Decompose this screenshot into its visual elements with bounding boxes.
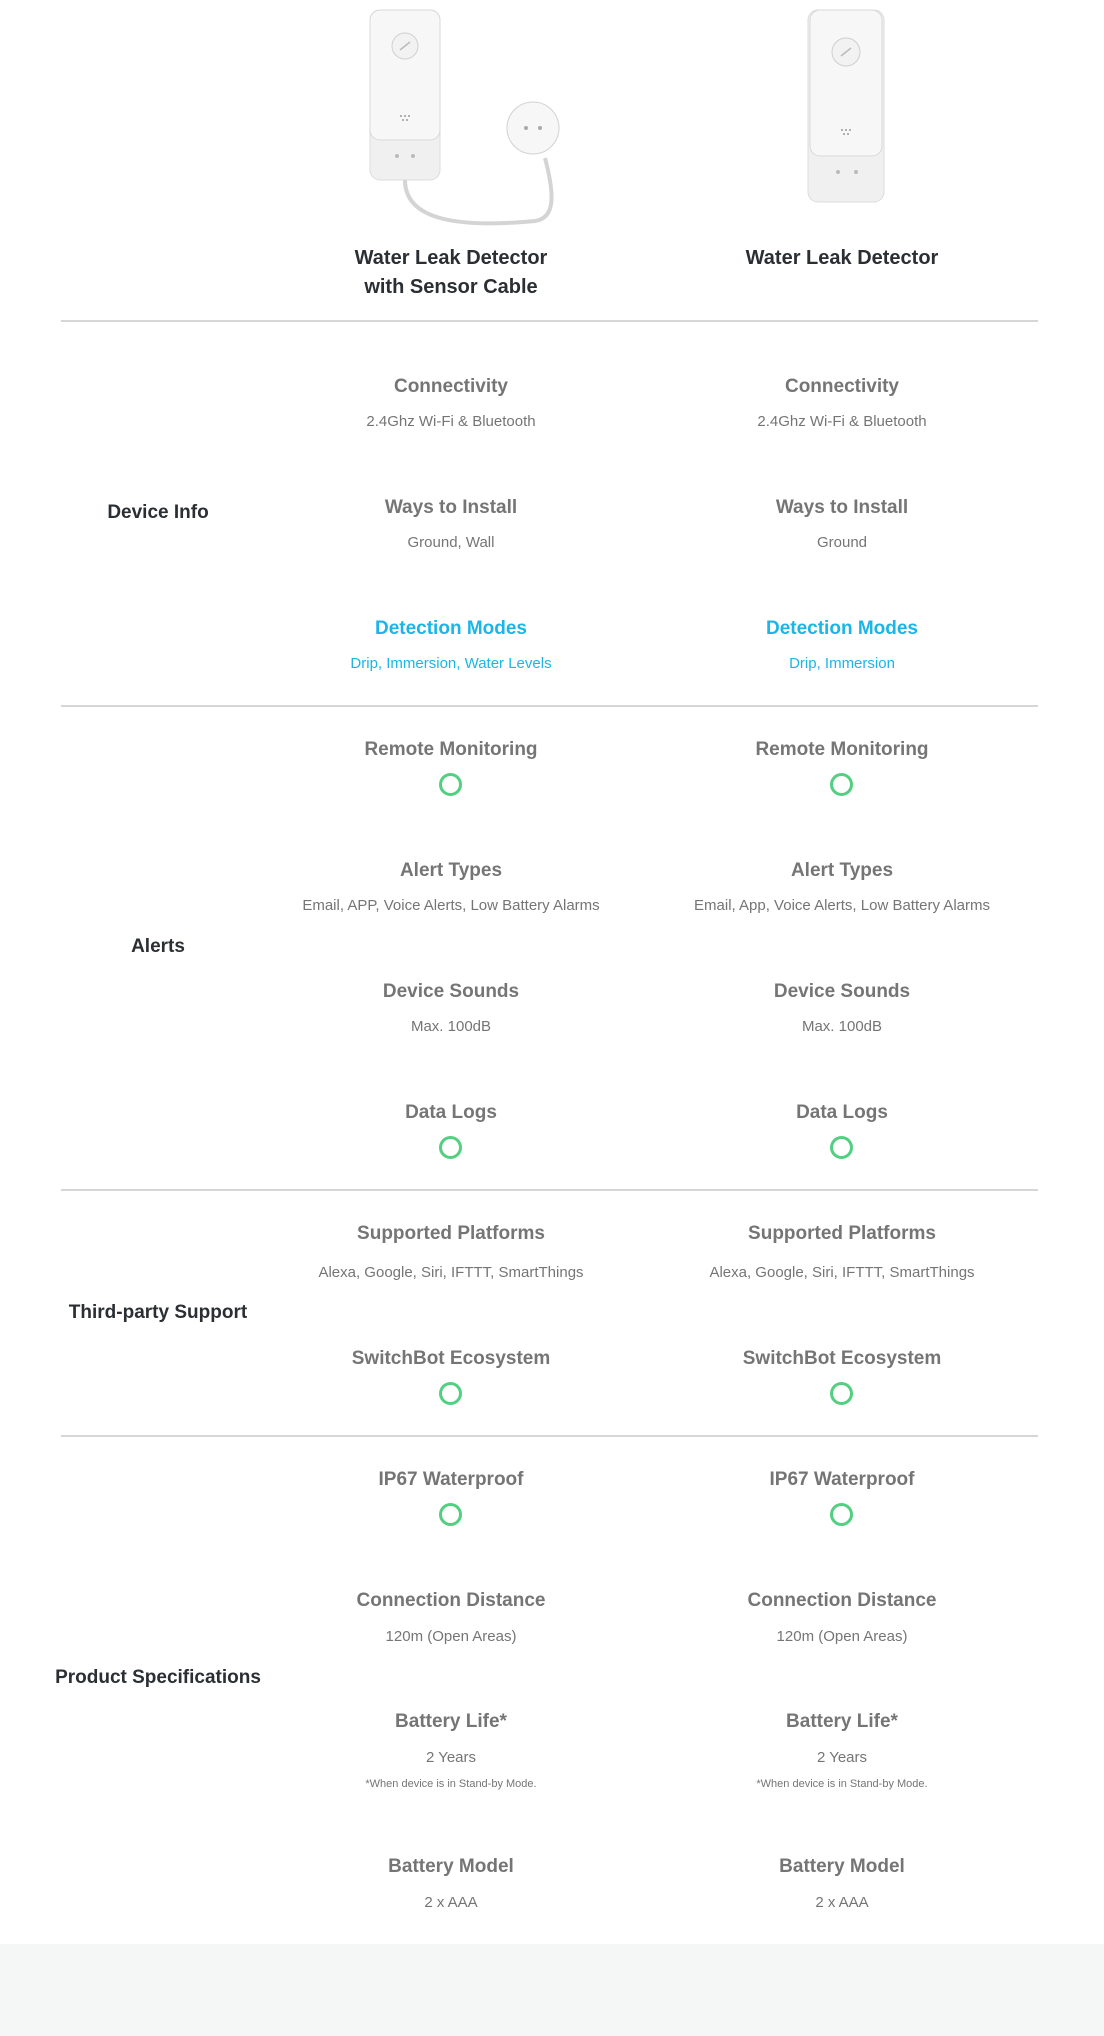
feature-value-connectivity: 2.4Ghz Wi-Fi & Bluetooth — [366, 413, 536, 430]
check-circle-icon — [439, 773, 463, 797]
feature-title-sounds: Device Sounds — [773, 981, 911, 1002]
feature-value-connectivity: 2.4Ghz Wi-Fi & Bluetooth — [757, 413, 927, 430]
section-divider — [61, 705, 1038, 707]
product-name-line: with Sensor Cable — [364, 276, 538, 298]
feature-title-platforms: Supported Platforms — [357, 1223, 545, 1244]
product-name-line: Water Leak Detector — [745, 247, 939, 269]
feature-title-battery-life: Battery Life* — [395, 1711, 507, 1732]
feature-title-connectivity: Connectivity — [784, 376, 900, 397]
feature-title-remote: Remote Monitoring — [364, 739, 538, 760]
section-title-alerts: Alerts — [131, 936, 185, 957]
section-divider — [61, 1189, 1038, 1191]
water-leak-detector-with-cable-image — [360, 6, 570, 231]
check-circle-icon — [830, 1503, 854, 1527]
feature-value-detection: Drip, Immersion — [789, 655, 895, 672]
feature-title-remote: Remote Monitoring — [755, 739, 929, 760]
feature-title-sounds: Device Sounds — [382, 981, 520, 1002]
feature-value-distance: 120m (Open Areas) — [776, 1628, 908, 1645]
footer-band — [0, 1944, 1104, 2036]
section-title-device-info: Device Info — [107, 502, 209, 523]
check-circle-icon — [439, 1503, 463, 1527]
feature-value-battery-model: 2 x AAA — [424, 1894, 478, 1911]
feature-title-ecosystem: SwitchBot Ecosystem — [351, 1348, 551, 1369]
feature-title-detection: Detection Modes — [374, 618, 528, 639]
feature-title-data-logs: Data Logs — [405, 1102, 497, 1123]
feature-value-detection: Drip, Immersion, Water Levels — [350, 655, 552, 672]
product-name-line: Water Leak Detector — [354, 247, 548, 269]
battery-life-note: *When device is in Stand-by Mode. — [365, 1778, 537, 1790]
water-leak-detector-image — [800, 6, 890, 206]
feature-title-alert-types: Alert Types — [399, 860, 503, 881]
feature-title-platforms: Supported Platforms — [748, 1223, 936, 1244]
feature-value-sounds: Max. 100dB — [410, 1018, 492, 1035]
feature-title-distance: Connection Distance — [747, 1590, 937, 1611]
feature-value-alert-types: Email, APP, Voice Alerts, Low Battery Alarms — [302, 897, 600, 914]
feature-title-battery-life: Battery Life* — [786, 1711, 898, 1732]
feature-value-distance: 120m (Open Areas) — [385, 1628, 517, 1645]
check-circle-icon — [439, 1136, 463, 1160]
feature-value-alert-types: Email, App, Voice Alerts, Low Battery Alarms — [694, 897, 990, 914]
feature-title-install: Ways to Install — [775, 497, 909, 518]
feature-value-install: Ground, Wall — [407, 534, 495, 551]
feature-title-distance: Connection Distance — [356, 1590, 546, 1611]
product-name-2 — [642, 244, 1042, 273]
check-circle-icon — [439, 1382, 463, 1406]
section-title-third-party: Third-party Support — [68, 1302, 248, 1323]
feature-title-connectivity: Connectivity — [393, 376, 509, 397]
feature-title-install: Ways to Install — [384, 497, 518, 518]
feature-title-battery-model: Battery Model — [388, 1856, 514, 1877]
feature-title-waterproof: IP67 Waterproof — [769, 1469, 915, 1490]
battery-life-note: *When device is in Stand-by Mode. — [756, 1778, 928, 1790]
feature-title-waterproof: IP67 Waterproof — [378, 1469, 524, 1490]
check-circle-icon — [830, 773, 854, 797]
feature-value-battery-life: 2 Years — [816, 1749, 868, 1766]
feature-value-sounds: Max. 100dB — [801, 1018, 883, 1035]
feature-title-detection: Detection Modes — [765, 618, 919, 639]
check-circle-icon — [830, 1382, 854, 1406]
product-name-1 — [251, 244, 651, 302]
feature-value-platforms: Alexa, Google, Siri, IFTTT, SmartThings — [709, 1264, 975, 1281]
section-divider — [61, 1435, 1038, 1437]
feature-value-battery-model: 2 x AAA — [815, 1894, 869, 1911]
feature-value-battery-life: 2 Years — [425, 1749, 477, 1766]
feature-title-alert-types: Alert Types — [790, 860, 894, 881]
feature-value-platforms: Alexa, Google, Siri, IFTTT, SmartThings — [318, 1264, 584, 1281]
check-circle-icon — [830, 1136, 854, 1160]
feature-title-data-logs: Data Logs — [796, 1102, 888, 1123]
section-divider — [61, 320, 1038, 322]
feature-title-ecosystem: SwitchBot Ecosystem — [742, 1348, 942, 1369]
feature-value-install: Ground — [816, 534, 868, 551]
feature-title-battery-model: Battery Model — [779, 1856, 905, 1877]
section-title-specs: Product Specifications — [55, 1667, 261, 1688]
